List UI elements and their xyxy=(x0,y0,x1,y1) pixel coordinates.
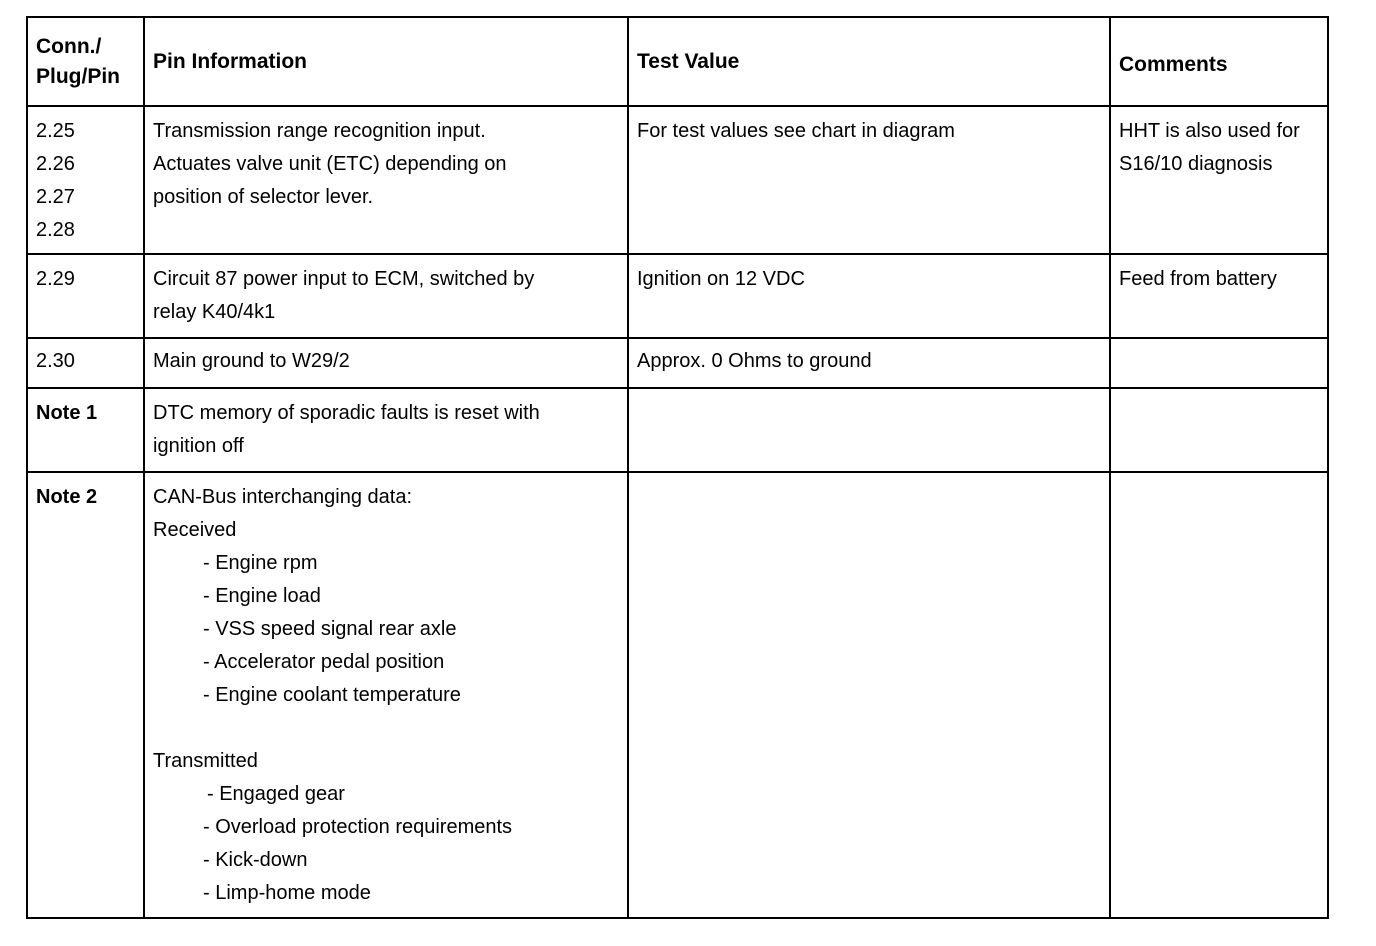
cell-comments xyxy=(1110,388,1328,472)
cell-pins xyxy=(27,254,144,338)
note-label: Note 1 xyxy=(36,402,98,424)
table-row xyxy=(27,106,1328,254)
comment-line: Feed from battery xyxy=(1119,268,1277,290)
cell-comments xyxy=(1110,106,1328,254)
header-conn-line1: Conn./ xyxy=(36,34,102,58)
table-header-row xyxy=(27,17,1328,106)
table-row xyxy=(27,254,1328,338)
cell-comments xyxy=(1110,472,1328,918)
cell-pin-information xyxy=(144,388,628,472)
info-line: Main ground to W29/2 xyxy=(153,350,350,372)
cell-test-value xyxy=(628,338,1110,388)
pin-number: 2.27 xyxy=(36,186,75,208)
info-line: Actuates valve unit (ETC) depending on xyxy=(153,153,507,175)
table-row xyxy=(27,472,1328,918)
received-item: - VSS speed signal rear axle xyxy=(203,618,457,640)
pin-number: 2.30 xyxy=(36,350,75,372)
received-label: Received xyxy=(153,519,237,541)
header-conn-line2: Plug/Pin xyxy=(36,64,120,88)
cell-pin-information xyxy=(144,106,628,254)
pin-number: 2.29 xyxy=(36,268,75,290)
cell-pins xyxy=(27,338,144,388)
info-line: ignition off xyxy=(153,435,244,457)
cell-test-value xyxy=(628,388,1110,472)
pin-number: 2.28 xyxy=(36,219,75,241)
transmitted-item: - Overload protection requirements xyxy=(203,816,513,838)
info-line: Transmission range recognition input. xyxy=(153,120,486,142)
test-value-text: Approx. 0 Ohms to ground xyxy=(637,350,872,372)
pin-number: 2.26 xyxy=(36,153,75,175)
received-item: - Engine load xyxy=(203,585,321,607)
transmitted-item: - Limp-home mode xyxy=(203,882,371,904)
cell-test-value xyxy=(628,254,1110,338)
cell-pin-information xyxy=(144,338,628,388)
received-item: - Engine coolant temperature xyxy=(203,684,461,706)
header-test-value: Test Value xyxy=(628,17,1110,106)
spacer xyxy=(153,712,619,745)
received-item: - Engine rpm xyxy=(203,552,318,574)
transmitted-label: Transmitted xyxy=(153,750,258,772)
table-row xyxy=(27,338,1328,388)
cell-pins xyxy=(27,106,144,254)
header-conn-plug-pin xyxy=(27,17,144,106)
can-bus-heading: CAN-Bus interchanging data: xyxy=(153,486,413,508)
cell-pin-information xyxy=(144,254,628,338)
cell-test-value xyxy=(628,472,1110,918)
info-line: relay K40/4k1 xyxy=(153,301,276,323)
cell-comments xyxy=(1110,338,1328,388)
comment-line: S16/10 diagnosis xyxy=(1119,153,1273,175)
cell-test-value xyxy=(628,106,1110,254)
cell-comments xyxy=(1110,254,1328,338)
info-line: DTC memory of sporadic faults is reset with xyxy=(153,402,540,424)
header-comments: Comments xyxy=(1110,17,1328,106)
test-value-text: Ignition on 12 VDC xyxy=(637,268,805,290)
cell-pin-information xyxy=(144,472,628,918)
received-item: - Accelerator pedal position xyxy=(203,651,445,673)
header-pin-information: Pin Information xyxy=(144,17,628,106)
table-row xyxy=(27,388,1328,472)
info-line: position of selector lever. xyxy=(153,186,374,208)
info-line: Circuit 87 power input to ECM, switched by xyxy=(153,268,535,290)
cell-pins xyxy=(27,472,144,918)
note-label: Note 2 xyxy=(36,486,98,508)
pin-number: 2.25 xyxy=(36,120,75,142)
transmitted-item: - Kick-down xyxy=(203,849,308,871)
pin-information-table xyxy=(26,16,1329,919)
transmitted-item: - Engaged gear xyxy=(207,783,345,805)
cell-pins xyxy=(27,388,144,472)
comment-line: HHT is also used for xyxy=(1119,120,1300,142)
test-value-text: For test values see chart in diagram xyxy=(637,120,955,142)
